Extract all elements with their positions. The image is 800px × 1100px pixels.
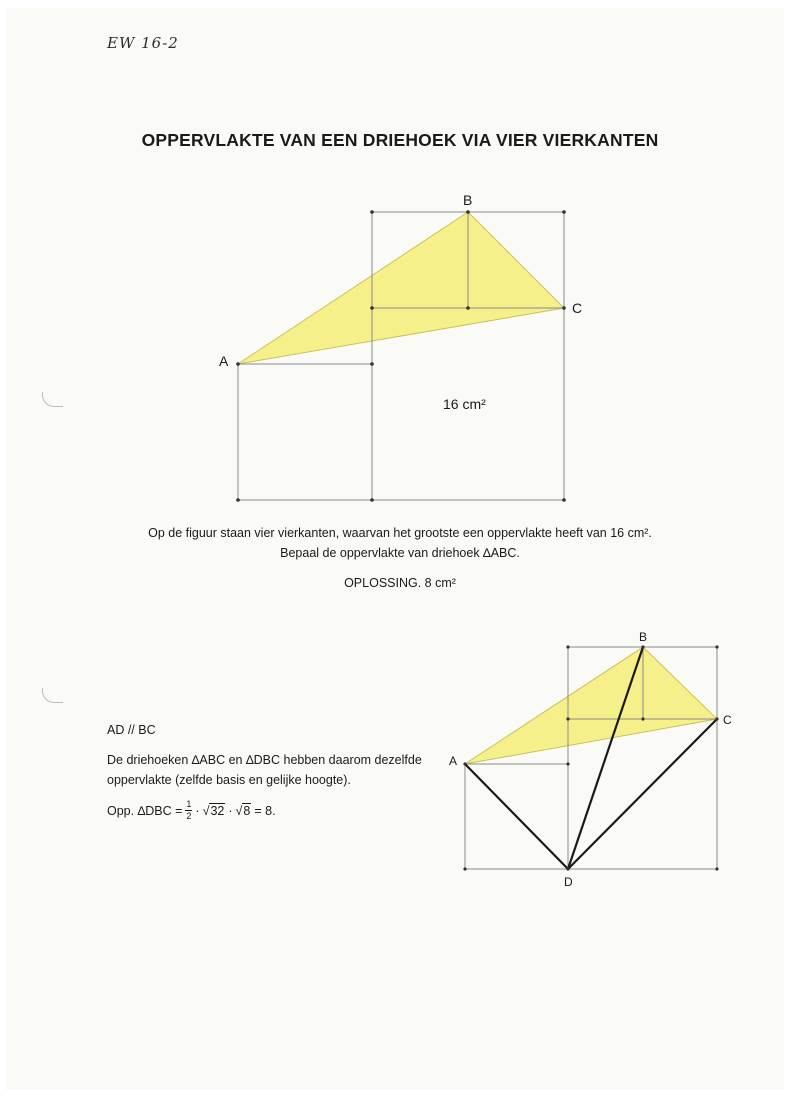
triangle-abc-2 bbox=[465, 647, 717, 764]
segment-ad bbox=[465, 764, 568, 869]
figure-2 bbox=[449, 630, 732, 889]
multiply-dot: · bbox=[195, 803, 200, 818]
label-b-2: B bbox=[639, 630, 648, 644]
multiply-dot: · bbox=[228, 803, 233, 818]
label-b: B bbox=[463, 192, 473, 208]
problem-statement bbox=[0, 523, 800, 563]
triangle-abc bbox=[238, 212, 564, 364]
sqrt-32: √32 bbox=[202, 803, 225, 818]
figure-1 bbox=[219, 192, 582, 502]
parallel-statement: AD // BC bbox=[107, 723, 156, 737]
solution-answer: OPLOSSING. 8 cm² bbox=[344, 576, 456, 590]
fraction-denominator: 2 bbox=[186, 811, 192, 821]
reasoning-text: De driehoeken ∆ABC en ∆DBC hebben daarom dezelfde oppervlakte (zelfde basis en gelijke hoogte). bbox=[107, 753, 422, 787]
sqrt-8: √8 bbox=[235, 803, 251, 818]
label-a-2: A bbox=[449, 754, 458, 768]
formula-result: = 8. bbox=[254, 803, 276, 818]
sqrt-32-radicand: 32 bbox=[210, 803, 225, 818]
sqrt-8-radicand: 8 bbox=[243, 803, 251, 818]
formula-prefix: Opp. ∆DBC = bbox=[107, 803, 183, 818]
left-square bbox=[238, 364, 372, 500]
label-a: A bbox=[219, 353, 229, 369]
fraction-numerator: 1 bbox=[186, 799, 192, 809]
fraction-half bbox=[185, 800, 192, 821]
problem-line-1: Op de figuur staan vier vierkanten, waarvan het grootste een oppervlakte heeft van 16 cm². bbox=[148, 526, 652, 540]
problem-line-2: Bepaal de oppervlakte van driehoek ∆ABC. bbox=[280, 546, 520, 560]
label-c: C bbox=[572, 300, 583, 316]
label-d-2: D bbox=[564, 875, 573, 889]
area-formula bbox=[107, 800, 437, 821]
label-c-2: C bbox=[723, 713, 732, 727]
page-title: OPPERVLAKTE VAN EEN DRIEHOEK VIA VIER VIERKANTEN bbox=[141, 130, 659, 150]
area-label: 16 cm² bbox=[443, 396, 486, 412]
handwritten-note: EW 16-2 bbox=[107, 34, 179, 52]
explanation bbox=[107, 720, 437, 821]
